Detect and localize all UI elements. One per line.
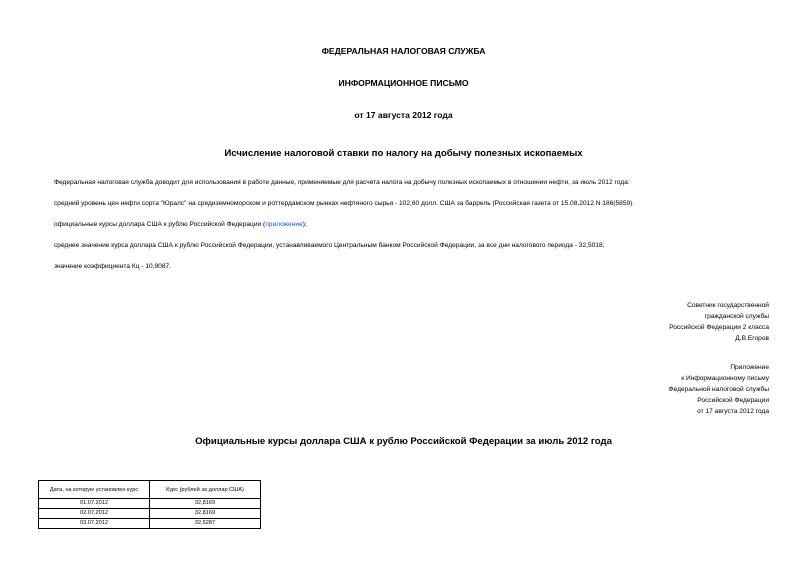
rate-cell: 32,5287	[150, 519, 261, 529]
signature-name: Д.В.Егоров	[735, 335, 769, 342]
appendix-line: Федеральной налоговой службы	[668, 386, 769, 393]
signature-line: Советник государственной	[687, 302, 769, 309]
appendix-title: Официальные курсы доллара США к рублю Российской Федерации за июль 2012 года	[195, 436, 612, 447]
date-cell: 02.07.2012	[39, 509, 150, 519]
rate-column-header: Курс (рублей за доллар США)	[150, 481, 261, 499]
table-row	[39, 509, 261, 519]
rates-prefix: официальные курсы доллара США к рублю Российской Федерации (	[54, 221, 266, 228]
appendix-line: Приложение	[730, 364, 769, 371]
intro-paragraph: Федеральная налоговая служба доводит для использования в работе данные, применяемые для расчета налога на добычу полезных ископаемых в отношении нефти, за июль 2012 года:	[54, 179, 630, 186]
signature-line: Российской Федерации 2 класса	[669, 324, 769, 331]
table-header-row	[39, 481, 261, 499]
document-type: ИНФОРМАЦИОННОЕ ПИСЬМО	[338, 78, 469, 88]
rates-suffix: );	[302, 221, 307, 228]
rate-cell: 32,8169	[150, 509, 261, 519]
appendix-link[interactable]: приложение	[265, 221, 303, 228]
rate-cell: 32,8169	[150, 499, 261, 509]
agency-title: ФЕДЕРАЛЬНАЯ НАЛОГОВАЯ СЛУЖБА	[321, 46, 486, 56]
signature-line: гражданской службы	[704, 313, 769, 320]
table-row	[39, 519, 261, 529]
table-row	[39, 499, 261, 509]
document-date: от 17 августа 2012 года	[354, 110, 453, 120]
price-level-paragraph: средний уровень цен нефти сорта "Юралс" на средиземноморском и роттердамском рынках нефтяного сырья - 102,60 долл. США за баррель (Российская газета от 15.08.2012 N 186(5859).	[54, 200, 635, 207]
coefficient-paragraph: значение коэффициента Кц - 10,9087.	[54, 263, 171, 270]
appendix-block	[469, 362, 769, 417]
appendix-line: к Информационному письму	[681, 375, 769, 382]
signature-block	[469, 300, 769, 344]
appendix-line: Российской Федерации	[697, 397, 769, 404]
date-column-header: Дата, на которую установлен курс	[39, 481, 150, 499]
appendix-line: от 17 августа 2012 года	[697, 408, 769, 415]
exchange-rates-table	[38, 480, 261, 529]
document-title: Исчисление налоговой ставки по налогу на добычу полезных ископаемых	[224, 148, 583, 159]
rates-paragraph	[54, 221, 307, 228]
date-cell: 03.07.2012	[39, 519, 150, 529]
date-cell: 01.07.2012	[39, 499, 150, 509]
average-rate-paragraph: среднее значение курса доллара США к рублю Российской Федерации, устанавливаемого Центральным банком Российской Федерации, за все дни налогового периода - 32,5018;	[54, 242, 605, 249]
